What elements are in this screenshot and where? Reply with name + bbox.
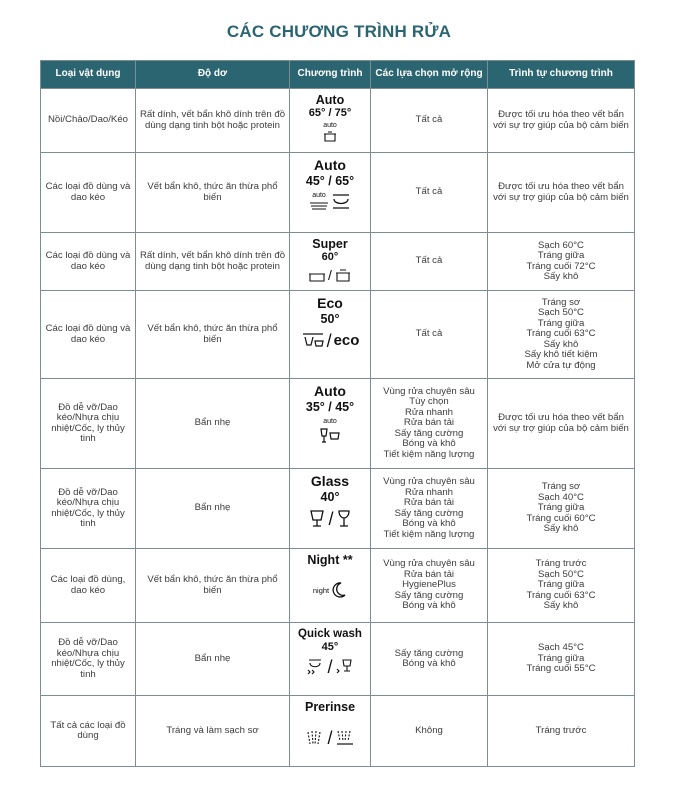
pot-icon: [334, 268, 352, 282]
sequence-item: Sạch 45°C: [538, 642, 584, 654]
table-row: [41, 469, 635, 549]
soil-cell: Bẩn nhẹ: [136, 623, 290, 696]
option-item: Vùng rửa chuyên sâu: [383, 476, 475, 487]
header-program: Chương trình: [290, 61, 371, 89]
program-cell: [290, 469, 371, 549]
option-item: Sấy tăng cường: [394, 647, 464, 659]
option-item: Bóng và khô: [402, 518, 456, 529]
sequence-item: Tráng trước: [535, 558, 587, 570]
program-cell: [290, 696, 371, 767]
moon-icon: [331, 581, 347, 599]
wine-glass-icon: [336, 509, 352, 529]
option-item: Bóng và khô: [402, 600, 456, 612]
sequence-cell: [488, 89, 635, 153]
table-row: [41, 153, 635, 233]
option-item: Tiết kiệm năng lượng: [383, 448, 475, 460]
soil-cell: Bẩn nhẹ: [136, 379, 290, 469]
option-item: Rửa bán tải: [403, 417, 455, 429]
item-type-cell: Đồ dễ vỡ/Dao kéo/Nhựa chịu nhiệt/Cốc, ly thủy tinh: [41, 379, 136, 469]
table-row: [41, 696, 635, 767]
soil-cell: Vết bẩn khô, thức ăn thừa phổ biến: [136, 549, 290, 623]
option-item: Sấy tăng cường: [394, 427, 464, 439]
option-item: Bóng và khô: [402, 658, 456, 669]
header-sequence: Trình tự chương trình: [488, 61, 635, 89]
program-temp: 45°: [321, 641, 339, 653]
wash-programs-table: [40, 60, 635, 767]
separator-slash: /: [326, 331, 332, 351]
program-name: Auto: [314, 383, 346, 399]
program-cell: [290, 153, 371, 233]
program-name: Night **: [307, 553, 353, 567]
options-cell: [371, 696, 488, 767]
item-type-cell: Tất cả các loại đồ dùng: [41, 696, 136, 767]
sequence-cell: [488, 469, 635, 549]
pan-icon: [308, 270, 326, 282]
sequence-item: Tráng giữa: [537, 579, 585, 591]
options-cell: [371, 89, 488, 153]
sequence-item: Sấy khô: [543, 600, 579, 612]
table-row: [41, 291, 635, 379]
program-name: Auto: [314, 157, 346, 173]
soil-cell: Tráng và làm sạch sơ: [136, 696, 290, 767]
sequence-cell: [488, 623, 635, 696]
spray-icon: [305, 728, 325, 748]
program-temp: 35° / 45°: [305, 400, 355, 414]
program-temp: 50°: [320, 312, 340, 326]
sequence-item: Sấy khô tiết kiệm: [524, 349, 598, 361]
options-cell: [371, 379, 488, 469]
sequence-item: Tráng cuối 63°C: [526, 328, 596, 340]
option-item: Vùng rửa chuyên sâu: [383, 558, 475, 570]
option-item: Tất cả: [415, 328, 443, 340]
option-item: Tất cả: [415, 114, 443, 126]
separator-slash: /: [328, 267, 332, 283]
sequence-cell: [488, 379, 635, 469]
sequence-cell: [488, 153, 635, 233]
sequence-item: Tráng cuối 63°C: [526, 589, 596, 601]
soil-cell: Bẩn nhẹ: [136, 469, 290, 549]
item-type-cell: Các loại đồ dùng và dao kéo: [41, 291, 136, 379]
icon-label: auto: [312, 192, 326, 199]
sequence-item: Được tối ưu hóa theo vết bẩn với sự trợ giúp của bộ cảm biến: [493, 412, 629, 434]
sequence-item: Tráng cuối 55°C: [526, 663, 596, 675]
option-item: Rửa bán tải: [403, 497, 455, 508]
options-cell: [371, 233, 488, 291]
glass-icon: [308, 509, 326, 529]
option-item: Rửa nhanh: [404, 406, 454, 418]
glass-cup-icon: [301, 331, 325, 351]
sequence-item: Sấy khô: [543, 523, 579, 535]
item-type-cell: Các loại đồ dùng và dao kéo: [41, 233, 136, 291]
separator-slash: /: [327, 728, 333, 748]
header-item-type: Loại vật dụng: [41, 61, 136, 89]
sequence-item: Tráng sơ: [541, 481, 581, 493]
sequence-item: Sạch 60°C: [538, 239, 584, 251]
sequence-item: Sấy khô: [543, 271, 579, 282]
icon-label: auto: [323, 122, 337, 129]
sequence-item: Được tối ưu hóa theo vết bẩn với sự trợ giúp của bộ cảm biến: [493, 181, 629, 203]
sequence-item: Sạch 50°C: [538, 568, 584, 580]
separator-slash: /: [327, 657, 333, 677]
sequence-item: Sạch 50°C: [538, 307, 584, 319]
option-item: Tùy chọn: [409, 396, 449, 408]
pot-icon: [322, 131, 338, 143]
bowl-icon: [331, 191, 351, 211]
sequence-item: Tráng giữa: [537, 652, 585, 664]
options-cell: [371, 623, 488, 696]
option-item: Không: [415, 724, 443, 736]
item-type-cell: Các loại đồ dùng và dao kéo: [41, 153, 136, 233]
table-row: [41, 623, 635, 696]
options-cell: [371, 549, 488, 623]
separator-slash: /: [328, 509, 334, 529]
program-cell: [290, 291, 371, 379]
program-name: Glass: [310, 473, 350, 489]
option-item: Tất cả: [415, 255, 443, 267]
item-type-cell: Đồ dễ vỡ/Dao kéo/Nhựa chịu nhiệt/Cốc, ly thủy tinh: [41, 623, 136, 696]
sequence-cell: [488, 549, 635, 623]
program-name: Eco: [317, 295, 343, 311]
table-header-row: [41, 61, 635, 89]
table-row: [41, 379, 635, 469]
option-item: HygienePlus: [402, 579, 456, 591]
item-type-cell: Nồi/Chảo/Dao/Kéo: [41, 89, 136, 153]
spray-dish-icon: [335, 728, 355, 748]
quick-glass-icon: [335, 658, 355, 676]
icon-label: auto: [323, 418, 337, 425]
sequence-item: Sấy khô: [543, 338, 579, 350]
options-cell: [371, 469, 488, 549]
header-soil-level: Độ dơ: [136, 61, 290, 89]
glass-cup-icon: [319, 427, 341, 445]
sequence-item: Tráng cuối 72°C: [526, 260, 596, 272]
soil-cell: Rất dính, vết bẩn khô dính trên đồ dùng dạng tinh bột hoặc protein: [136, 233, 290, 291]
icon-label: night: [312, 585, 330, 595]
program-temp: 45° / 65°: [305, 174, 355, 188]
page-title: CÁC CHƯƠNG TRÌNH RỬA: [226, 22, 452, 41]
program-cell: [290, 233, 371, 291]
header-options: Các lựa chọn mở rộng: [371, 61, 488, 89]
options-cell: [371, 291, 488, 379]
soil-cell: Vết bẩn khô, thức ăn thừa phổ biến: [136, 291, 290, 379]
sequence-item: Được tối ưu hóa theo vết bẩn với sự trợ giúp của bộ cảm biến: [493, 109, 629, 131]
program-name: Quick wash: [298, 628, 362, 640]
item-type-cell: Các loại đồ dùng, dao kéo: [41, 549, 136, 623]
sequence-item: Mở cửa tự động: [526, 359, 596, 371]
sequence-item: Tráng trước: [535, 724, 587, 736]
sequence-cell: [488, 233, 635, 291]
option-item: Rửa bán tải: [403, 568, 455, 580]
table-row: [41, 549, 635, 623]
program-cell: [290, 379, 371, 469]
program-temp: 60°: [321, 251, 339, 263]
sequence-item: Tráng giữa: [537, 502, 585, 514]
program-name: Super: [312, 237, 348, 251]
program-temp: 65° / 75°: [308, 107, 352, 119]
option-item: Tất cả: [415, 186, 443, 198]
table-row: [41, 89, 635, 153]
sequence-item: Tráng sơ: [541, 296, 581, 308]
table-row: [41, 233, 635, 291]
eco-icon: eco: [333, 332, 360, 349]
sequence-item: Tráng giữa: [537, 317, 585, 329]
program-cell: [290, 549, 371, 623]
program-name: Prerinse: [304, 700, 356, 714]
sequence-item: Sạch 40°C: [538, 491, 584, 503]
sequence-cell: [488, 291, 635, 379]
options-cell: [371, 153, 488, 233]
program-temp: 40°: [320, 490, 340, 504]
soil-cell: Rất dính, vết bẩn khô dính trên đồ dùng dạng tinh bột hoặc protein: [136, 89, 290, 153]
option-item: Tiết kiệm năng lượng: [383, 528, 475, 540]
program-name: Auto: [315, 93, 345, 107]
sequence-item: Tráng cuối 60°C: [526, 512, 596, 524]
quick-dish-icon: [305, 658, 325, 676]
program-cell: [290, 623, 371, 696]
option-item: Sấy tăng cường: [394, 507, 464, 519]
item-type-cell: Đồ dễ vỡ/Dao kéo/Nhựa chịu nhiệt/Cốc, ly thủy tinh: [41, 469, 136, 549]
option-item: Rửa nhanh: [404, 486, 454, 498]
dishes-icon: [309, 199, 329, 211]
sequence-item: Tráng giữa: [537, 250, 585, 261]
program-cell: [290, 89, 371, 153]
option-item: Sấy tăng cường: [394, 589, 464, 601]
option-item: Bóng và khô: [402, 438, 456, 450]
option-item: Vùng rửa chuyên sâu: [383, 385, 475, 397]
soil-cell: Vết bẩn khô, thức ăn thừa phổ biến: [136, 153, 290, 233]
sequence-cell: [488, 696, 635, 767]
